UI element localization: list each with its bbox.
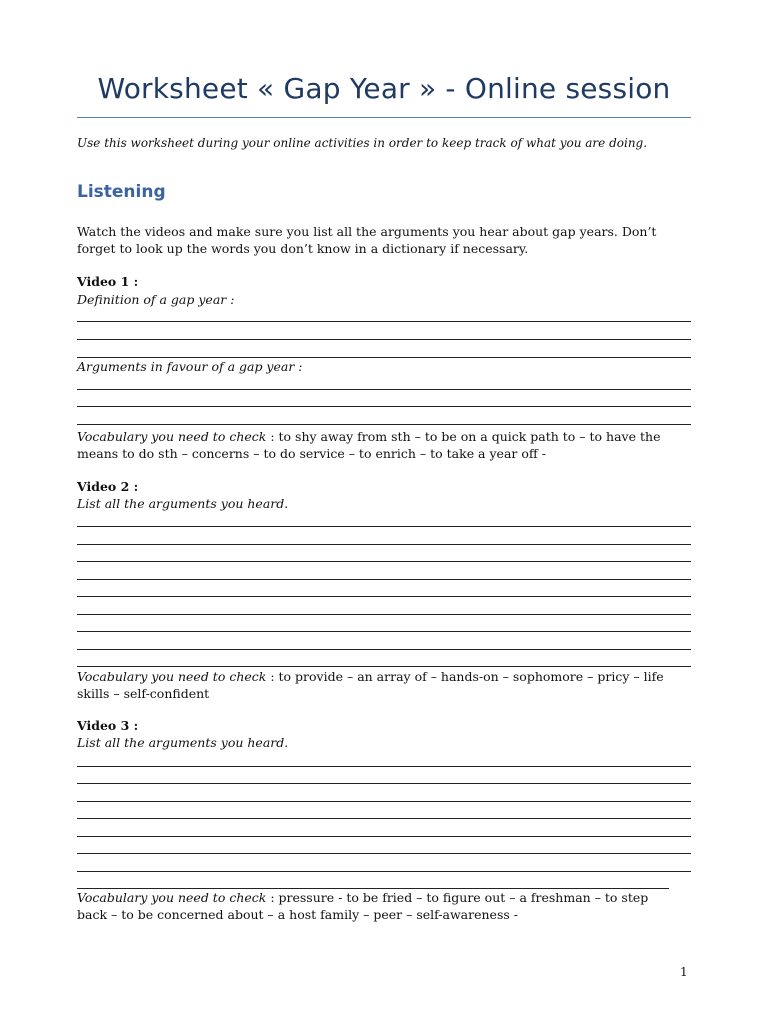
page-title: Worksheet « Gap Year » - Online session xyxy=(97,72,671,105)
answer-line[interactable] xyxy=(77,561,691,562)
answer-line[interactable] xyxy=(77,339,691,340)
vocab-words: : pressure - to be fried – to figure out – a freshman – to step xyxy=(266,890,649,905)
answer-line[interactable] xyxy=(77,526,691,527)
answer-line[interactable] xyxy=(77,357,691,358)
video-2-prompt: List all the arguments you heard. xyxy=(77,496,289,511)
video-1-arguments-prompt: Arguments in favour of a gap year : xyxy=(77,359,303,374)
answer-line[interactable] xyxy=(77,818,691,819)
answer-line[interactable] xyxy=(77,853,691,854)
title-underline xyxy=(77,117,691,118)
answer-line[interactable] xyxy=(77,836,691,837)
video-2-vocab-line-1 xyxy=(77,668,691,685)
instructions-line-2: forget to look up the words you don’t know in a dictionary if necessary. xyxy=(77,241,529,256)
answer-line[interactable] xyxy=(77,389,691,390)
answer-line[interactable] xyxy=(77,424,691,425)
video-3-vocab-line-2: back – to be concerned about – a host family – peer – self-awareness - xyxy=(77,907,518,922)
video-1-label: Video 1 : xyxy=(77,274,139,289)
answer-line[interactable] xyxy=(77,321,691,322)
video-1-vocab-line-2: means to do sth – concerns – to do service – to enrich – to take a year off - xyxy=(77,446,546,461)
answer-line[interactable] xyxy=(77,631,691,632)
answer-line[interactable] xyxy=(77,666,691,667)
vocab-lead: Vocabulary you need to check xyxy=(77,890,267,905)
video-1-vocab-line-1 xyxy=(77,428,691,445)
page-number: 1 xyxy=(680,965,688,979)
answer-line[interactable] xyxy=(77,579,691,580)
video-2-label: Video 2 : xyxy=(77,479,139,494)
video-3-prompt: List all the arguments you heard. xyxy=(77,735,289,750)
answer-line[interactable] xyxy=(77,544,691,545)
video-3-vocab-line-1 xyxy=(77,889,691,906)
section-heading-listening: Listening xyxy=(77,182,166,202)
video-1-definition-prompt: Definition of a gap year : xyxy=(77,292,235,307)
vocab-words: : to shy away from sth – to be on a quick path to – to have the xyxy=(266,429,661,444)
video-3-label: Video 3 : xyxy=(77,718,139,733)
answer-line[interactable] xyxy=(77,596,691,597)
answer-line[interactable] xyxy=(77,871,691,872)
answer-line[interactable] xyxy=(77,614,691,615)
vocab-lead: Vocabulary you need to check xyxy=(77,429,267,444)
vocab-words: : to provide – an array of – hands-on – sophomore – pricy – life xyxy=(266,669,664,684)
answer-line[interactable] xyxy=(77,766,691,767)
video-2-vocab-line-2: skills – self-confident xyxy=(77,686,210,701)
vocab-lead: Vocabulary you need to check xyxy=(77,669,267,684)
answer-line[interactable] xyxy=(77,783,691,784)
instructions-line-1: Watch the videos and make sure you list all the arguments you hear about gap years. Don’t xyxy=(77,224,657,239)
answer-line[interactable] xyxy=(77,649,691,650)
answer-line[interactable] xyxy=(77,406,691,407)
answer-line[interactable] xyxy=(77,801,691,802)
intro-text: Use this worksheet during your online activities in order to keep track of what you are doing. xyxy=(77,136,648,150)
